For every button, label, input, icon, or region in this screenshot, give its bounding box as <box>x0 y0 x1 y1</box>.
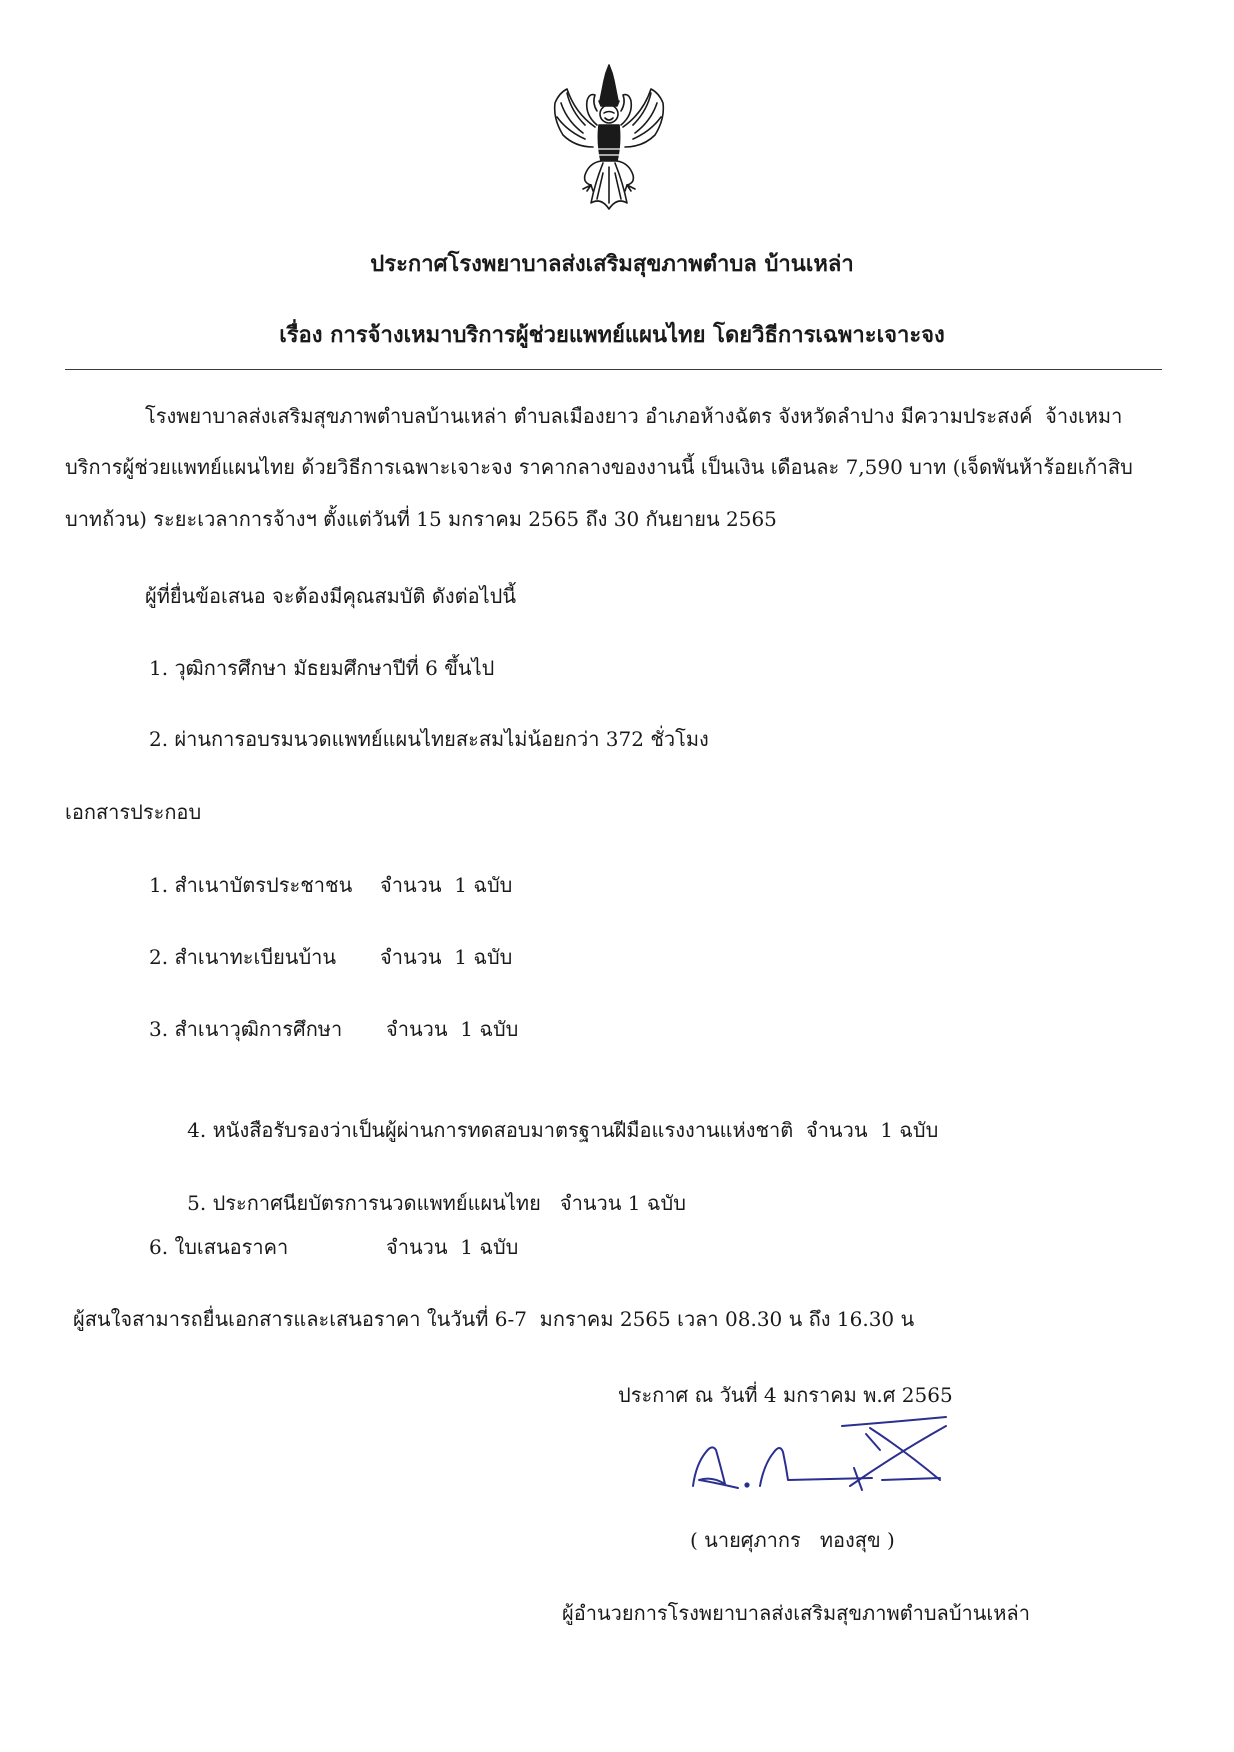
signer-name: ( นายศุภากร ทองสุข ) <box>690 1528 895 1552</box>
signature <box>682 1414 962 1509</box>
document-item-quantity: จำนวน 1 ฉบับ <box>805 1118 939 1142</box>
document-item-4 <box>149 1088 938 1172</box>
intro-line-1: โรงพยาบาลส่งเสริมสุขภาพตำบลบ้านเหล่า ตำบลเมืองยาว อำเภอห้างฉัตร จังหวัดลำปาง มีความประสงค์ จ้างเหมา <box>145 404 1123 428</box>
documents-heading: เอกสารประกอบ <box>65 800 202 824</box>
document-item-quantity: จำนวน 1 ฉบับ <box>386 1235 519 1259</box>
document-item-quantity: จำนวน 1 ฉบับ <box>559 1191 686 1215</box>
qualification-item-1: 1. วุฒิการศึกษา มัธยมศึกษาปีที่ 6 ขึ้นไป <box>149 656 495 680</box>
document-item-name: 2. สำเนาทะเบียนบ้าน <box>149 945 337 969</box>
announcement-subject: เรื่อง การจ้างเหมาบริการผู้ช่วยแพทย์แผนไทย โดยวิธีการเฉพาะเจาะจง <box>279 322 945 348</box>
document-item-name: 1. สำเนาบัตรประชาชน <box>149 873 353 897</box>
document-item-quantity: จำนวน 1 ฉบับ <box>386 1017 519 1041</box>
intro-line-3: บาทถ้วน) ระยะเวลาการจ้างฯ ตั้งแต่วันที่ 15 มกราคม 2565 ถึง 30 กันยายน 2565 <box>65 507 777 531</box>
document-item-name: 3. สำเนาวุฒิการศึกษา <box>149 1017 343 1041</box>
document-item-name: 5. ประกาศนียบัตรการนวดแพทย์แผนไทย <box>187 1191 541 1215</box>
intro-line-2: บริการผู้ช่วยแพทย์แผนไทย ด้วยวิธีการเฉพาะเจาะจง ราคากลางของงานนี้ เป็นเงิน เดือนละ 7,590 บาท (เจ็ดพันห้าร้อยเก้าสิบ <box>65 455 1133 479</box>
document-item-quantity: จำนวน 1 ฉบับ <box>380 945 513 969</box>
announcement-date: ประกาศ ณ วันที่ 4 มกราคม พ.ศ 2565 <box>618 1383 953 1407</box>
signer-position: ผู้อำนวยการโรงพยาบาลส่งเสริมสุขภาพตำบลบ้านเหล่า <box>562 1601 1030 1625</box>
document-item-name: 4. หนังสือรับรองว่าเป็นผู้ผ่านการทดสอบมาตรฐานฝีมือแรงงานแห่งชาติ <box>187 1118 794 1142</box>
document-item-quantity: จำนวน 1 ฉบับ <box>380 873 513 897</box>
qualifications-heading: ผู้ที่ยื่นข้อเสนอ จะต้องมีคุณสมบัติ ดังต่อไปนี้ <box>145 584 517 608</box>
announcement-title: ประกาศโรงพยาบาลส่งเสริมสุขภาพตำบล บ้านเหล่า <box>370 251 854 277</box>
qualification-item-2: 2. ผ่านการอบรมนวดแพทย์แผนไทยสะสมไม่น้อยกว่า 372 ชั่วโมง <box>149 727 709 751</box>
garuda-emblem-icon <box>545 63 673 213</box>
submission-notice: ผู้สนใจสามารถยื่นเอกสารและเสนอราคา ในวันที่ 6-7 มกราคม 2565 เวลา 08.30 น ถึง 16.30 น <box>73 1307 915 1331</box>
document-item-name: 6. ใบเสนอราคา <box>149 1235 289 1259</box>
divider <box>65 369 1162 370</box>
